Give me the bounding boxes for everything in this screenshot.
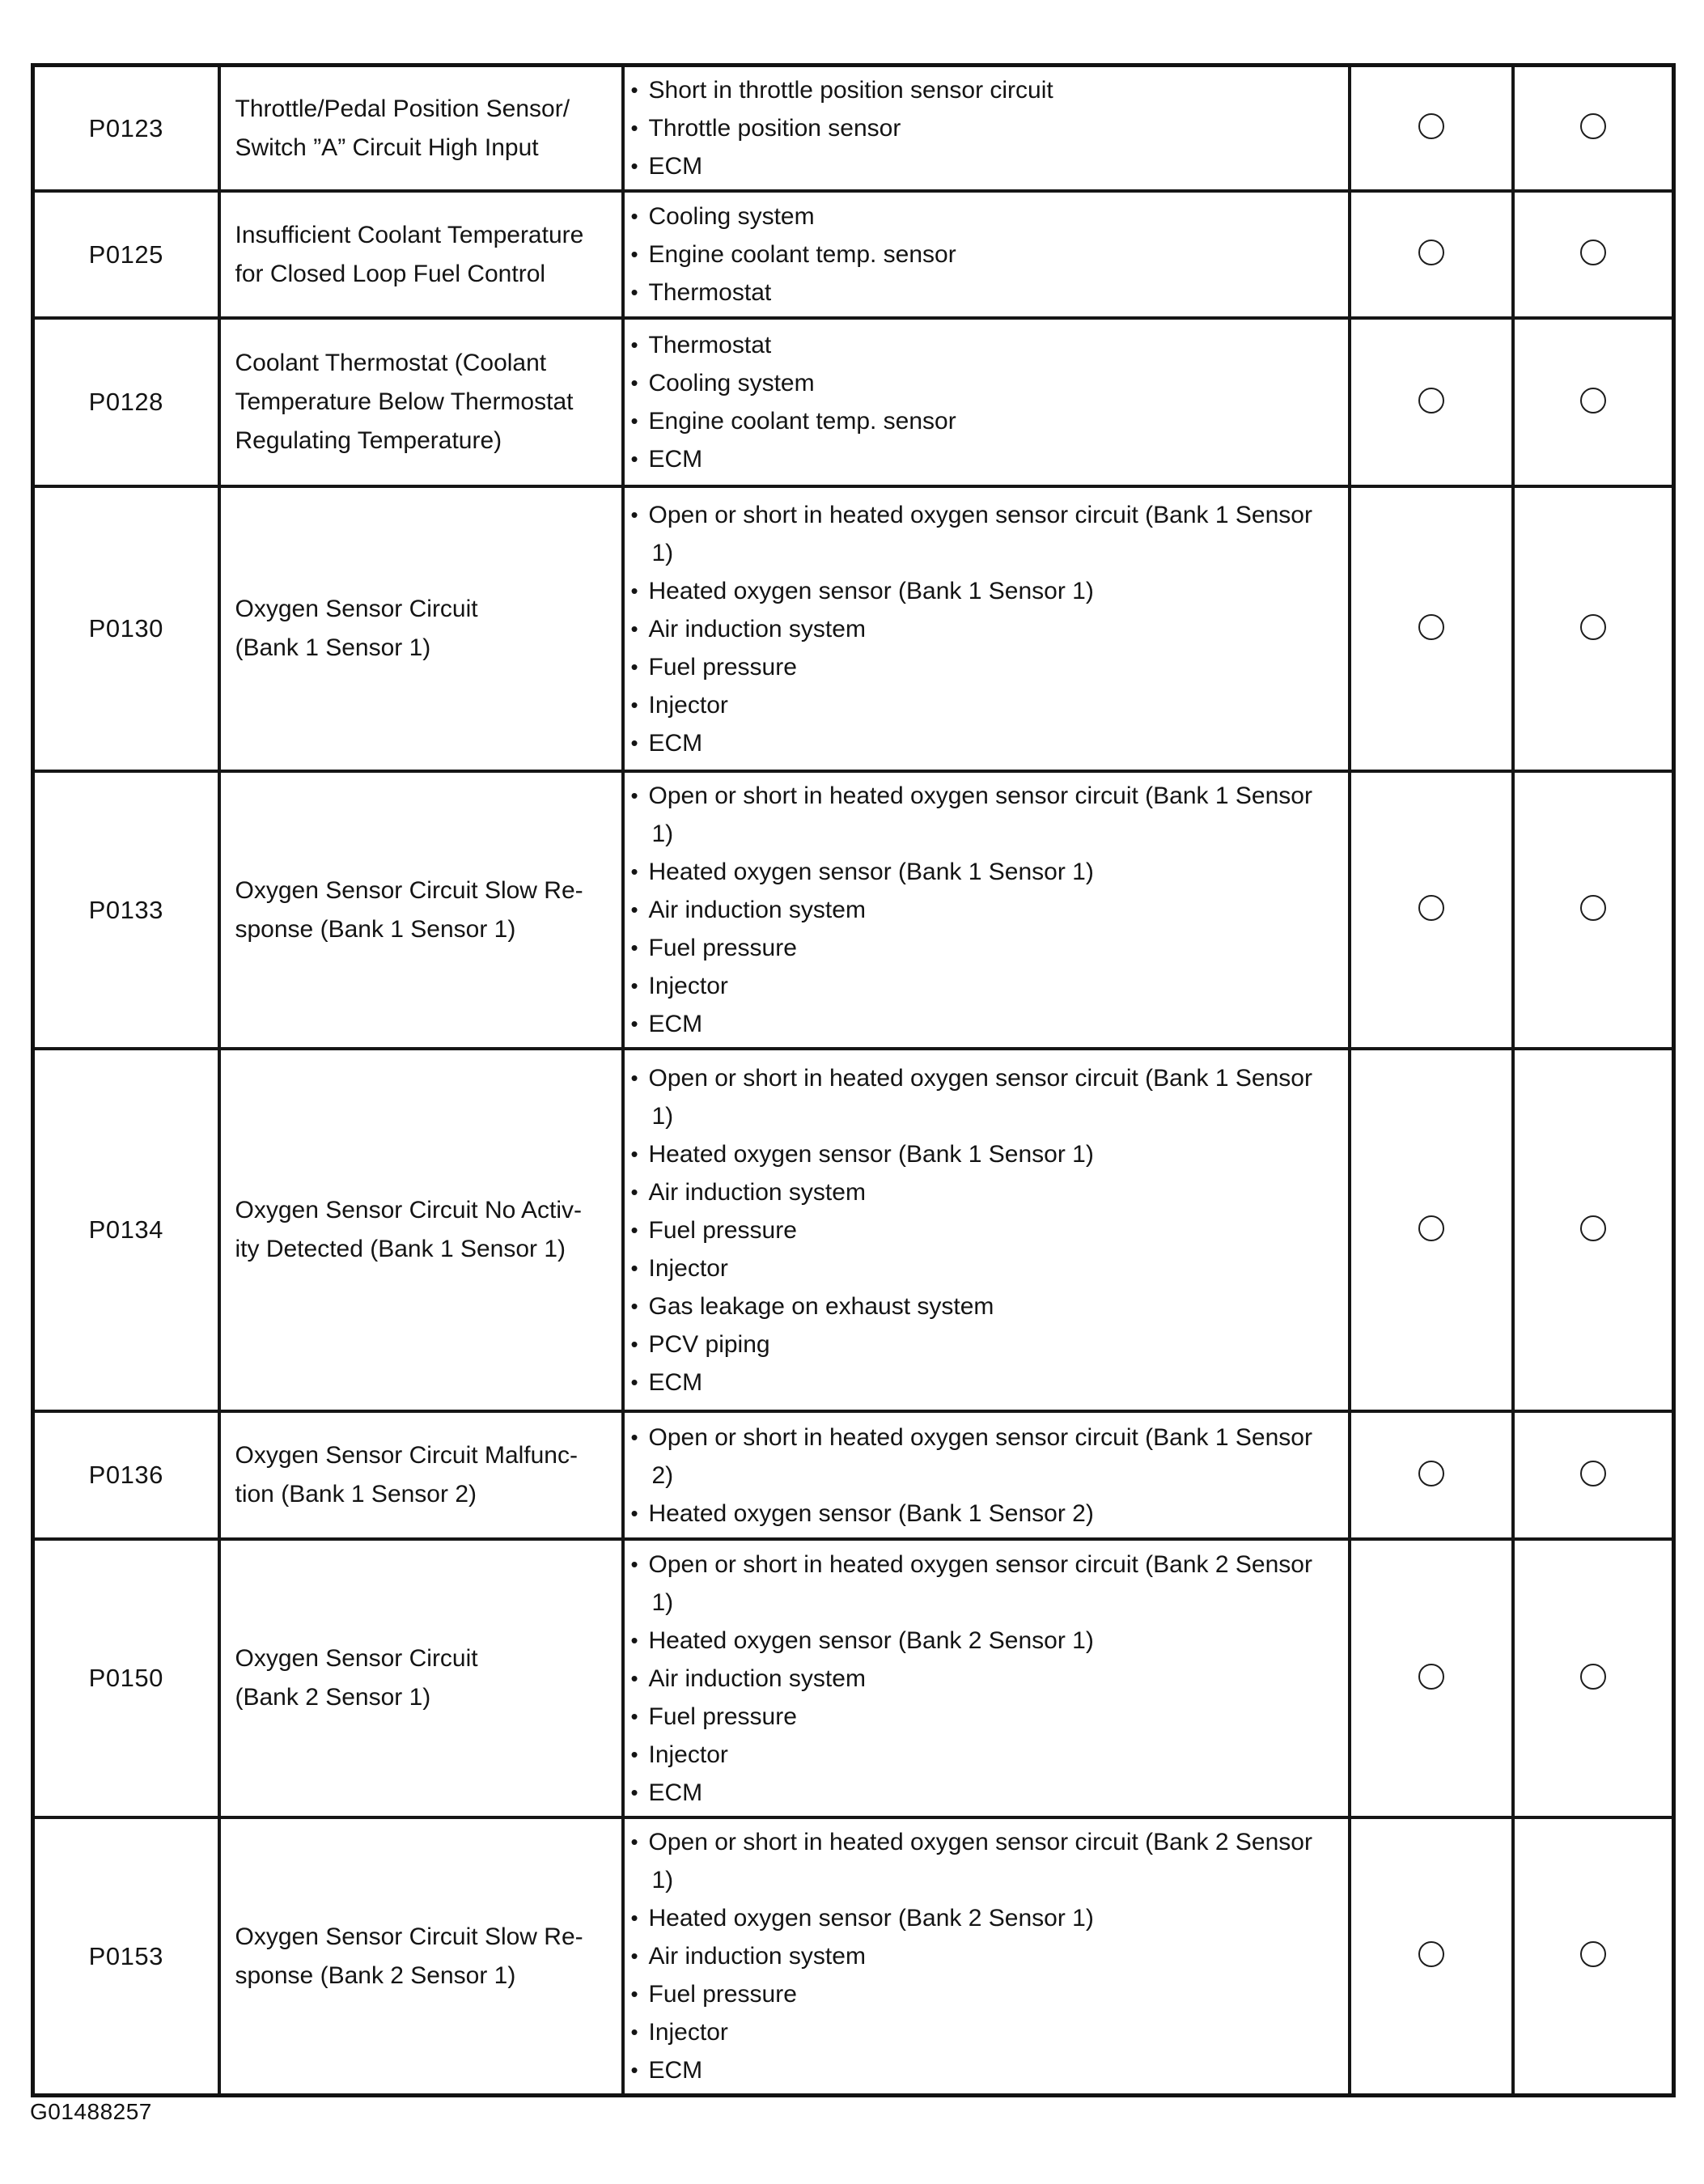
trouble-area-text: ECM <box>648 1368 703 1396</box>
dtc-description-cell <box>219 1539 623 1817</box>
trouble-area-text: Gas leakage on exhaust system <box>648 1292 994 1320</box>
trouble-area-item <box>631 1211 1345 1249</box>
trouble-area-item <box>631 496 1345 534</box>
trouble-area-item <box>631 1899 1345 1937</box>
bullet-icon: • <box>630 1627 638 1652</box>
trouble-area-text: Fuel pressure <box>648 935 797 961</box>
trouble-area-item <box>631 1937 1345 1975</box>
bullet-icon: • <box>630 1982 638 2006</box>
trouble-area-text: ECM <box>648 2057 703 2084</box>
dtc-code: P0123 <box>88 113 163 142</box>
trouble-area-item <box>631 1325 1345 1363</box>
trouble-area-text: Injector <box>648 2019 728 2046</box>
dtc-code: P0150 <box>88 1664 163 1692</box>
trouble-areas-cell <box>623 771 1350 1049</box>
bullet-icon: • <box>630 242 638 266</box>
indicator-cell <box>1513 771 1674 1049</box>
trouble-area-text: Air induction system <box>648 1943 866 1970</box>
trouble-area-text: Engine coolant temp. sensor <box>648 241 956 268</box>
status-circle-icon <box>1418 240 1444 265</box>
trouble-areas-cell <box>623 318 1350 486</box>
trouble-area-item <box>631 235 1345 274</box>
dtc-description-cell <box>219 66 623 192</box>
bullet-icon: • <box>630 1011 638 1036</box>
trouble-area-item <box>631 1419 1345 1457</box>
bullet-icon: • <box>630 783 638 808</box>
trouble-area-item <box>631 1622 1345 1660</box>
trouble-area-text: Injector <box>648 1254 728 1282</box>
bullet-icon: • <box>630 447 638 471</box>
status-circle-icon <box>1580 614 1606 640</box>
trouble-area-text: Engine coolant temp. sensor <box>648 408 956 435</box>
trouble-area-item <box>631 1363 1345 1402</box>
dtc-code-cell <box>33 1049 219 1411</box>
bullet-icon: • <box>630 859 638 884</box>
table-row <box>33 1817 1674 2096</box>
dtc-code: P0128 <box>88 388 163 416</box>
bullet-icon: • <box>630 333 638 357</box>
trouble-area-item <box>631 147 1345 185</box>
status-circle-icon <box>1580 1941 1606 1967</box>
trouble-area-item <box>631 1005 1345 1043</box>
table-row <box>33 771 1674 1049</box>
trouble-area-item <box>631 1975 1345 2013</box>
trouble-area-item <box>631 1135 1345 1173</box>
trouble-area-item <box>631 967 1345 1005</box>
table-row <box>33 1049 1674 1411</box>
indicator-cell <box>1350 1049 1513 1411</box>
trouble-area-item <box>631 1059 1345 1097</box>
indicator-cell <box>1350 1539 1513 1817</box>
trouble-area-text-continued: 1) <box>651 1588 674 1616</box>
trouble-area-text: ECM <box>648 729 703 757</box>
dtc-description-cell <box>219 486 623 771</box>
bullet-icon: • <box>630 1331 638 1356</box>
indicator-cell <box>1513 66 1674 192</box>
bullet-icon: • <box>630 1255 638 1280</box>
status-circle-icon <box>1418 1664 1444 1690</box>
bullet-icon: • <box>630 578 638 603</box>
status-circle-icon <box>1418 614 1444 640</box>
indicator-cell <box>1513 1539 1674 1817</box>
trouble-area-text-continued: 1) <box>651 1102 674 1130</box>
bullet-icon: • <box>630 1217 638 1242</box>
status-circle-icon <box>1418 113 1444 139</box>
dtc-code: P0134 <box>88 1215 163 1244</box>
bullet-icon: • <box>630 116 638 140</box>
bullet-icon: • <box>630 78 638 102</box>
trouble-area-text: Heated oxygen sensor (Bank 1 Sensor 1) <box>648 1140 1094 1168</box>
trouble-areas-cell <box>623 66 1350 192</box>
trouble-area-text-continued: 1) <box>651 1867 674 1894</box>
status-circle-icon <box>1418 1461 1444 1486</box>
table-row <box>33 66 1674 192</box>
trouble-area-text: ECM <box>648 1011 703 1037</box>
description-line: sponse (Bank 2 Sensor 1) <box>235 1961 516 1989</box>
trouble-area-text: Injector <box>648 691 728 719</box>
trouble-area-item <box>631 197 1345 235</box>
trouble-area-item <box>631 572 1345 610</box>
indicator-cell <box>1513 191 1674 318</box>
status-circle-icon <box>1580 1461 1606 1486</box>
dtc-code-cell <box>33 318 219 486</box>
indicator-cell <box>1350 1817 1513 2096</box>
dtc-description-cell <box>219 191 623 318</box>
trouble-areas-cell <box>623 191 1350 318</box>
status-circle-icon <box>1580 240 1606 265</box>
status-circle-icon <box>1580 113 1606 139</box>
bullet-icon: • <box>630 1141 638 1166</box>
bullet-icon: • <box>630 973 638 998</box>
bullet-icon: • <box>630 2058 638 2082</box>
dtc-table <box>31 63 1676 2097</box>
status-circle-icon <box>1418 1215 1444 1241</box>
description-line: Insufficient Coolant Temperature <box>235 221 584 248</box>
trouble-area-item <box>631 71 1345 109</box>
dtc-code-cell <box>33 1411 219 1539</box>
trouble-area-text: Heated oxygen sensor (Bank 1 Sensor 2) <box>648 1499 1094 1527</box>
trouble-area-text: Fuel pressure <box>648 653 797 681</box>
trouble-area-text: Short in throttle position sensor circuit <box>648 77 1053 104</box>
table-row <box>33 486 1674 771</box>
trouble-area-item <box>631 1287 1345 1325</box>
bullet-icon: • <box>630 1944 638 1968</box>
trouble-area-text: Fuel pressure <box>648 1981 797 2008</box>
trouble-area-text: Open or short in heated oxygen sensor circuit (Bank 1 Sensor <box>648 501 1312 528</box>
trouble-area-item <box>631 891 1345 929</box>
trouble-areas-cell <box>623 1539 1350 1817</box>
bullet-icon: • <box>630 730 638 755</box>
bullet-icon: • <box>630 935 638 960</box>
trouble-area-item <box>631 274 1345 312</box>
indicator-cell <box>1350 1411 1513 1539</box>
dtc-code-cell <box>33 191 219 318</box>
status-circle-icon <box>1418 388 1444 413</box>
trouble-area-item <box>631 326 1345 364</box>
dtc-description-cell <box>219 318 623 486</box>
indicator-cell <box>1350 318 1513 486</box>
bullet-icon: • <box>630 1906 638 1930</box>
description-line: Temperature Below Thermostat <box>235 388 574 415</box>
dtc-code-cell <box>33 66 219 192</box>
bullet-icon: • <box>630 204 638 228</box>
bullet-icon: • <box>630 502 638 527</box>
description-line: Switch ”A” Circuit High Input <box>235 134 539 161</box>
indicator-cell <box>1350 66 1513 192</box>
dtc-description-cell <box>219 1817 623 2096</box>
status-circle-icon <box>1580 388 1606 413</box>
table-row <box>33 1539 1674 1817</box>
description-line: (Bank 1 Sensor 1) <box>235 634 431 661</box>
bullet-icon: • <box>630 1779 638 1804</box>
trouble-area-item <box>631 402 1345 440</box>
trouble-area-text: ECM <box>648 153 703 180</box>
trouble-areas-cell <box>623 486 1350 771</box>
trouble-area-text: Fuel pressure <box>648 1216 797 1244</box>
status-circle-icon <box>1580 895 1606 921</box>
table-row <box>33 1411 1674 1539</box>
dtc-code-cell <box>33 1817 219 2096</box>
bullet-icon: • <box>630 897 638 922</box>
dtc-code: P0130 <box>88 614 163 642</box>
trouble-area-text: Air induction system <box>648 1665 866 1692</box>
trouble-area-item <box>631 1660 1345 1698</box>
figure-reference-code: G01488257 <box>30 2099 152 2124</box>
status-circle-icon <box>1580 1215 1606 1241</box>
trouble-area-item <box>631 1823 1345 1861</box>
bullet-icon: • <box>630 280 638 304</box>
bullet-icon: • <box>630 1500 638 1525</box>
trouble-area-item <box>631 1546 1345 1584</box>
trouble-area-text: Open or short in heated oxygen sensor circuit (Bank 2 Sensor <box>648 1550 1312 1578</box>
trouble-area-item <box>631 777 1345 815</box>
trouble-area-text-continued: 1) <box>651 821 674 847</box>
dtc-description-cell <box>219 771 623 1049</box>
trouble-area-text: Heated oxygen sensor (Bank 2 Sensor 1) <box>648 1905 1094 1932</box>
bullet-icon: • <box>630 1369 638 1394</box>
trouble-area-text: Open or short in heated oxygen sensor circuit (Bank 1 Sensor <box>648 1064 1312 1092</box>
dtc-description-cell <box>219 1049 623 1411</box>
bullet-icon: • <box>630 1665 638 1690</box>
indicator-cell <box>1350 771 1513 1049</box>
description-line: sponse (Bank 1 Sensor 1) <box>235 915 516 943</box>
indicator-cell <box>1513 318 1674 486</box>
trouble-area-item <box>631 853 1345 891</box>
trouble-area-text: Thermostat <box>648 332 772 358</box>
trouble-area-item <box>631 648 1345 686</box>
bullet-icon: • <box>630 1293 638 1318</box>
description-line: Regulating Temperature) <box>235 427 502 454</box>
description-line: Oxygen Sensor Circuit Slow Re- <box>235 1923 583 1950</box>
dtc-code-cell <box>33 771 219 1049</box>
description-line: Oxygen Sensor Circuit Malfunc- <box>235 1442 578 1469</box>
trouble-area-text: ECM <box>648 1779 703 1806</box>
trouble-area-item <box>631 1736 1345 1774</box>
table-row <box>33 191 1674 318</box>
indicator-cell <box>1513 1817 1674 2096</box>
dtc-code: P0136 <box>88 1461 163 1489</box>
bullet-icon: • <box>630 1551 638 1576</box>
trouble-area-text: Heated oxygen sensor (Bank 1 Sensor 1) <box>648 577 1094 604</box>
trouble-area-text: Open or short in heated oxygen sensor circuit (Bank 1 Sensor <box>648 1423 1312 1451</box>
bullet-icon: • <box>630 1830 638 1854</box>
trouble-area-item <box>631 929 1345 967</box>
dtc-description-cell <box>219 1411 623 1539</box>
description-line: Oxygen Sensor Circuit No Activ- <box>235 1197 582 1223</box>
trouble-area-text: Open or short in heated oxygen sensor circuit (Bank 2 Sensor <box>648 1829 1312 1855</box>
trouble-area-text: Air induction system <box>648 1178 866 1206</box>
trouble-area-item <box>631 2051 1345 2089</box>
trouble-areas-cell <box>623 1049 1350 1411</box>
trouble-area-text: Injector <box>648 973 728 999</box>
description-line: Oxygen Sensor Circuit <box>235 1645 478 1672</box>
trouble-area-text: Throttle position sensor <box>648 115 901 142</box>
status-circle-icon <box>1580 1664 1606 1690</box>
trouble-area-text-continued: 2) <box>651 1461 674 1489</box>
indicator-cell <box>1513 1411 1674 1539</box>
trouble-area-item <box>631 724 1345 762</box>
description-line: Oxygen Sensor Circuit <box>235 596 478 622</box>
bullet-icon: • <box>630 1741 638 1766</box>
trouble-area-text: PCV piping <box>648 1330 770 1358</box>
trouble-area-text: Heated oxygen sensor (Bank 1 Sensor 1) <box>648 859 1094 885</box>
indicator-cell <box>1350 486 1513 771</box>
bullet-icon: • <box>630 154 638 178</box>
description-line: (Bank 2 Sensor 1) <box>235 1684 431 1711</box>
trouble-area-item <box>631 1249 1345 1287</box>
trouble-area-item <box>631 2013 1345 2051</box>
status-circle-icon <box>1418 895 1444 921</box>
trouble-area-item <box>631 440 1345 478</box>
trouble-area-text: Fuel pressure <box>648 1703 797 1730</box>
indicator-cell <box>1350 191 1513 318</box>
dtc-code-cell <box>33 1539 219 1817</box>
description-line: tion (Bank 1 Sensor 2) <box>235 1481 477 1508</box>
trouble-area-text-continued: 1) <box>651 539 674 566</box>
description-line: Oxygen Sensor Circuit Slow Re- <box>235 876 583 904</box>
description-line: ity Detected (Bank 1 Sensor 1) <box>235 1236 566 1262</box>
trouble-area-text: Open or short in heated oxygen sensor circuit (Bank 1 Sensor <box>648 782 1312 809</box>
dtc-code-cell <box>33 486 219 771</box>
trouble-area-item <box>631 686 1345 724</box>
bullet-icon: • <box>630 616 638 641</box>
trouble-area-text: Cooling system <box>648 203 815 230</box>
trouble-area-item <box>631 1495 1345 1533</box>
bullet-icon: • <box>630 1065 638 1090</box>
indicator-cell <box>1513 1049 1674 1411</box>
trouble-areas-cell <box>623 1411 1350 1539</box>
bullet-icon: • <box>630 654 638 679</box>
trouble-area-text: Air induction system <box>648 615 866 642</box>
trouble-area-item <box>631 109 1345 147</box>
trouble-area-text: Thermostat <box>648 279 772 306</box>
bullet-icon: • <box>630 1424 638 1449</box>
bullet-icon: • <box>630 409 638 433</box>
dtc-code: P0153 <box>88 1941 163 1970</box>
bullet-icon: • <box>630 1179 638 1204</box>
description-line: Coolant Thermostat (Coolant <box>235 350 547 376</box>
bullet-icon: • <box>630 2020 638 2044</box>
trouble-area-item <box>631 610 1345 648</box>
trouble-area-text: Injector <box>648 1741 728 1768</box>
trouble-area-item <box>631 1698 1345 1736</box>
trouble-area-text: Heated oxygen sensor (Bank 2 Sensor 1) <box>648 1626 1094 1654</box>
description-line: Throttle/Pedal Position Sensor/ <box>235 95 570 122</box>
trouble-area-text: Cooling system <box>648 370 815 397</box>
dtc-code: P0133 <box>88 895 163 924</box>
table-row <box>33 318 1674 486</box>
bullet-icon: • <box>630 692 638 717</box>
trouble-area-text: Air induction system <box>648 897 866 923</box>
indicator-cell <box>1513 486 1674 771</box>
trouble-areas-cell <box>623 1817 1350 2096</box>
bullet-icon: • <box>630 371 638 395</box>
bullet-icon: • <box>630 1703 638 1728</box>
dtc-code: P0125 <box>88 240 163 269</box>
description-line: for Closed Loop Fuel Control <box>235 260 546 287</box>
trouble-area-item <box>631 364 1345 402</box>
status-circle-icon <box>1418 1941 1444 1967</box>
trouble-area-text: ECM <box>648 446 703 473</box>
trouble-area-item <box>631 1774 1345 1812</box>
trouble-area-item <box>631 1173 1345 1211</box>
